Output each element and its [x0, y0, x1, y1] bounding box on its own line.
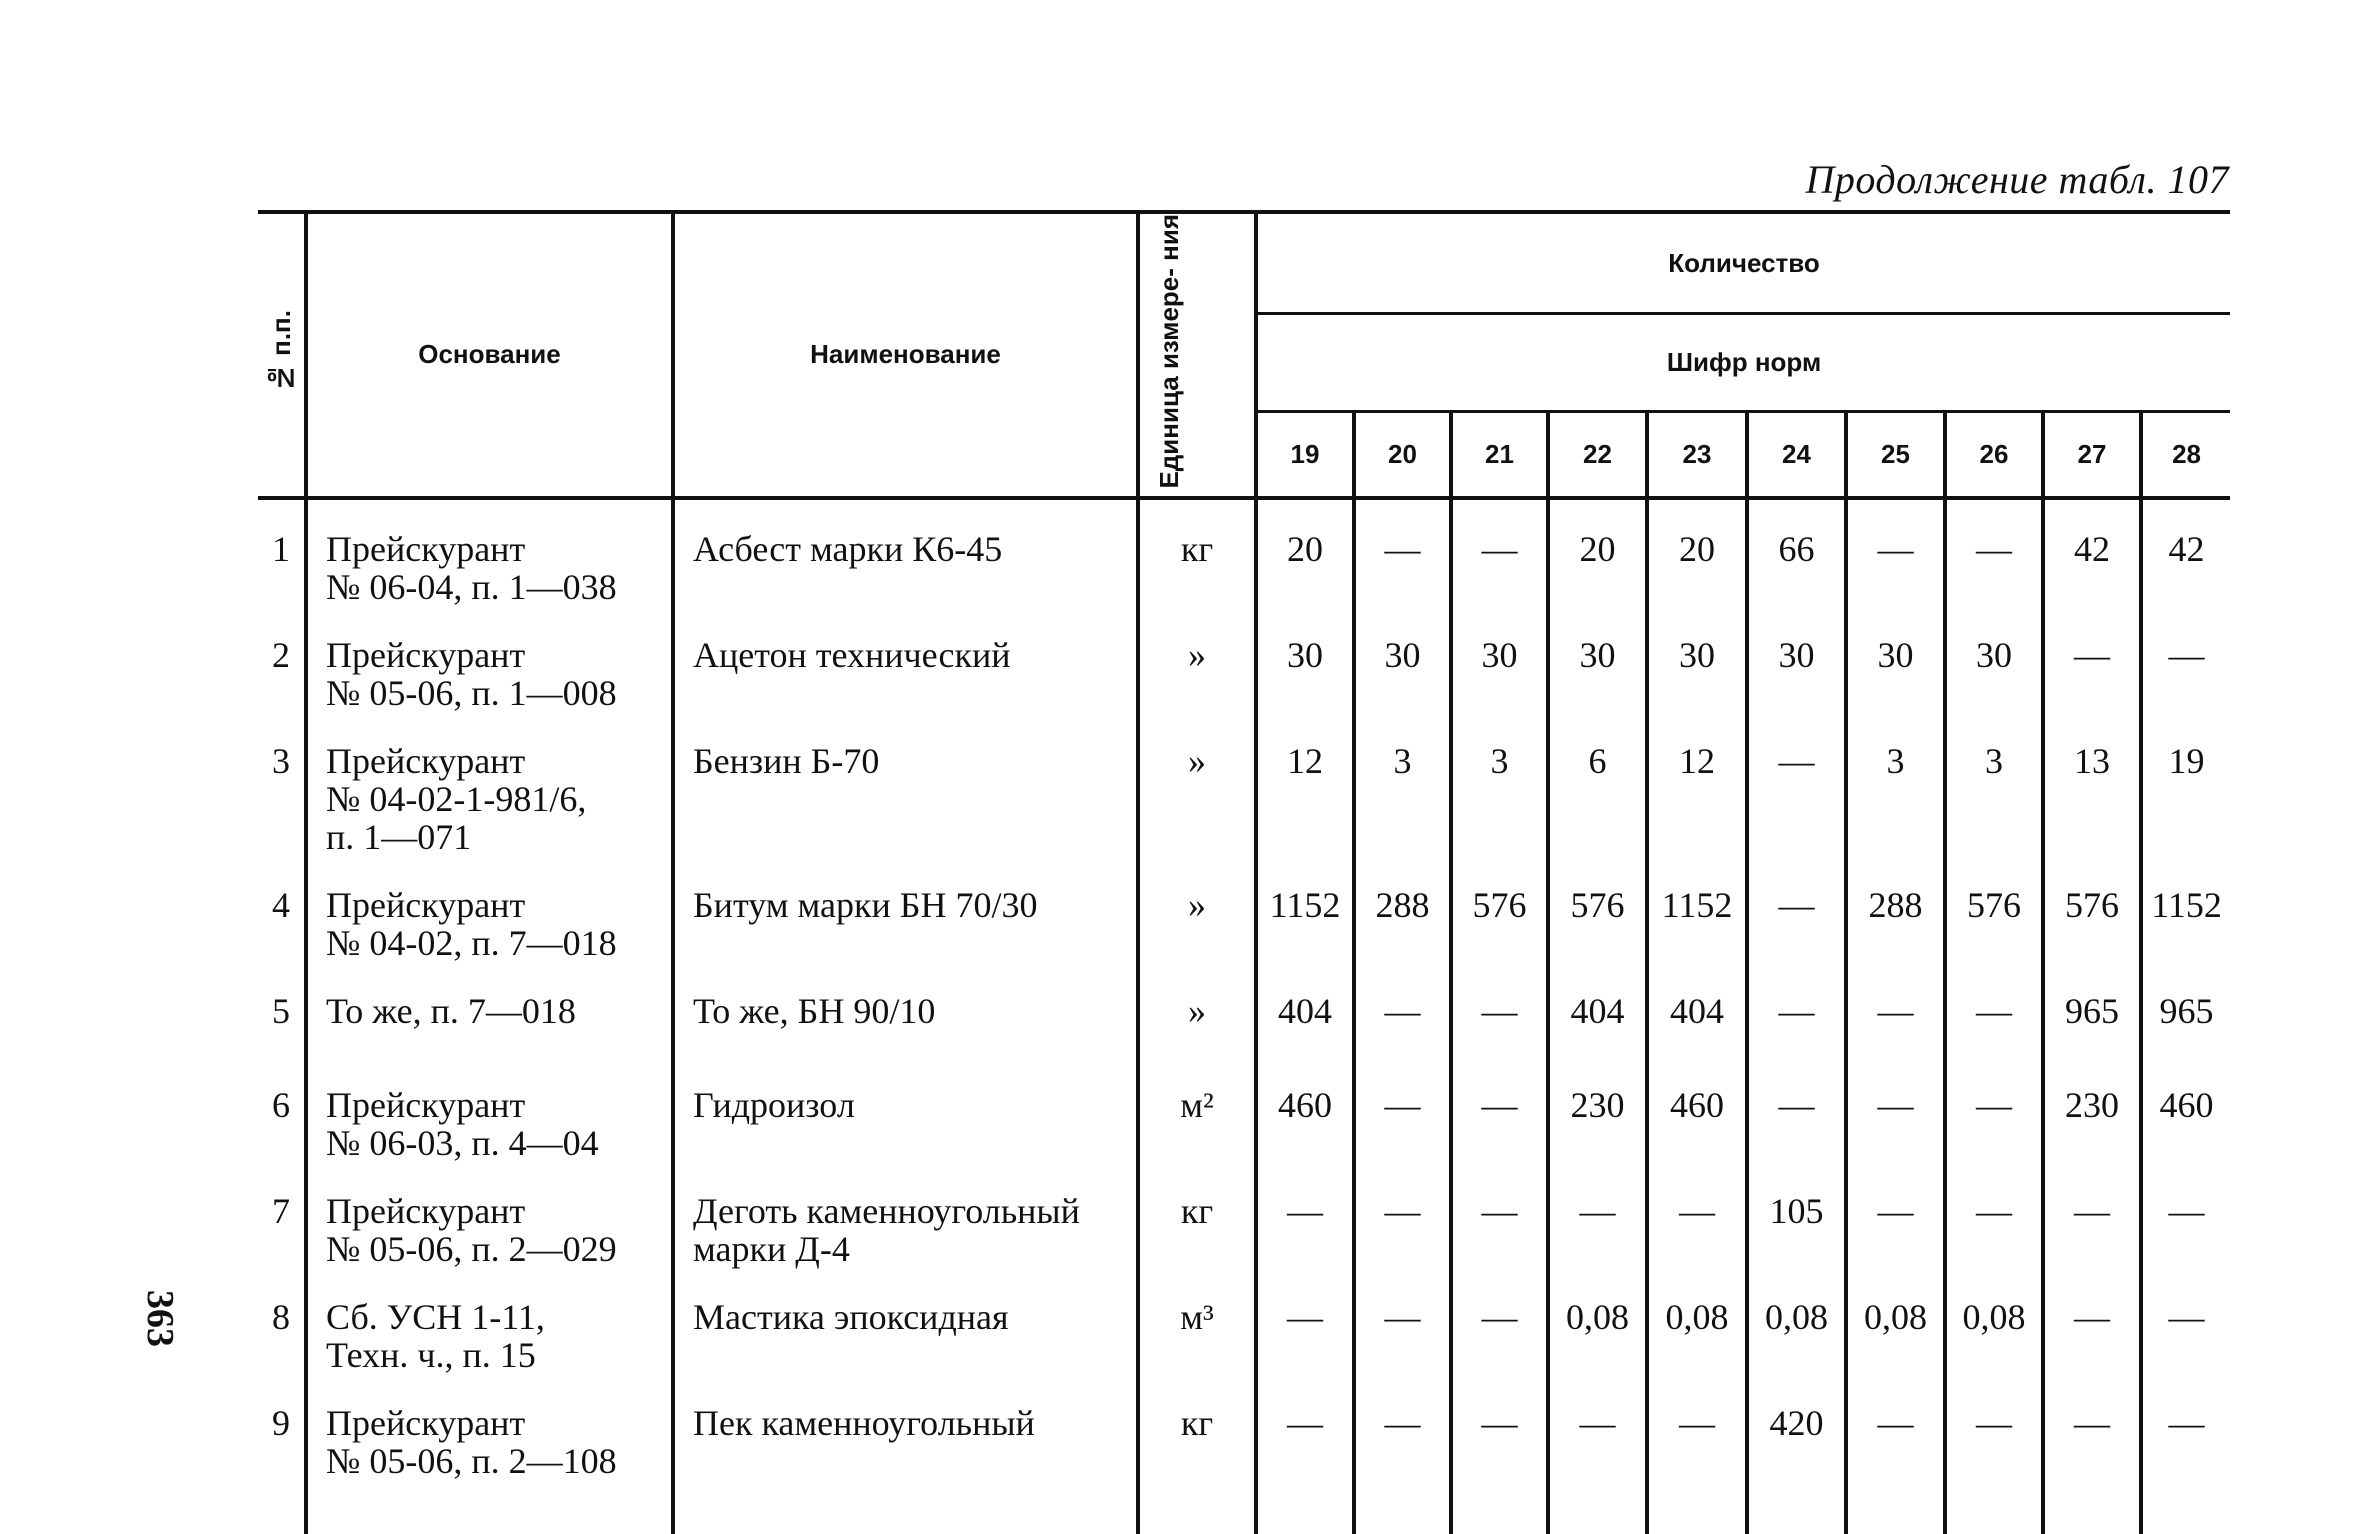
header-code-28: 28	[2141, 412, 2230, 498]
table-caption: Продолжение табл. 107	[1805, 157, 2229, 202]
row-quantity-21: 30	[1451, 606, 1548, 712]
row-quantity-23: 30	[1647, 606, 1747, 712]
row-quantity-19: 30	[1256, 606, 1354, 712]
row-quantity-25: —	[1846, 1374, 1945, 1534]
row-quantity-22: 20	[1548, 498, 1647, 606]
row-quantity-21: —	[1451, 1374, 1548, 1534]
row-quantity-20: —	[1354, 1268, 1451, 1374]
row-quantity-27: 13	[2043, 712, 2141, 856]
row-name: Гидроизол	[673, 1056, 1138, 1162]
row-quantity-27: 576	[2043, 856, 2141, 962]
row-basis: Прейскурант № 06-04, п. 1—038	[306, 498, 673, 606]
header-name: Наименование	[673, 212, 1138, 498]
header-code-22: 22	[1548, 412, 1647, 498]
row-quantity-25: 0,08	[1846, 1268, 1945, 1374]
header-cipher: Шифр норм	[1256, 314, 2230, 412]
row-name: Битум марки БН 70/30	[673, 856, 1138, 962]
row-quantity-19: 1152	[1256, 856, 1354, 962]
row-quantity-23: 12	[1647, 712, 1747, 856]
row-unit: кг	[1138, 1374, 1256, 1534]
row-quantity-20: 288	[1354, 856, 1451, 962]
row-quantity-26: —	[1945, 962, 2043, 1056]
row-quantity-27: —	[2043, 1374, 2141, 1534]
row-quantity-19: 12	[1256, 712, 1354, 856]
row-quantity-28: —	[2141, 1268, 2230, 1374]
row-quantity-24: 420	[1747, 1374, 1846, 1534]
materials-table	[258, 210, 2230, 1534]
header-code-19: 19	[1256, 412, 1354, 498]
row-quantity-20: —	[1354, 1374, 1451, 1534]
row-quantity-26: —	[1945, 1162, 2043, 1268]
row-quantity-21: —	[1451, 962, 1548, 1056]
header-code-20: 20	[1354, 412, 1451, 498]
row-quantity-24: 66	[1747, 498, 1846, 606]
row-quantity-19: 404	[1256, 962, 1354, 1056]
row-quantity-22: 404	[1548, 962, 1647, 1056]
row-quantity-28: 965	[2141, 962, 2230, 1056]
row-basis: Прейскурант № 04-02-1-981/6, п. 1—071	[306, 712, 673, 856]
row-quantity-26: 576	[1945, 856, 2043, 962]
materials-table-container	[258, 210, 2230, 1534]
table-row	[258, 1268, 2230, 1374]
row-number: 3	[272, 740, 290, 781]
row-quantity-19: 460	[1256, 1056, 1354, 1162]
header-num: № п.п.	[258, 212, 306, 498]
row-quantity-25: —	[1846, 498, 1945, 606]
header-code-23: 23	[1647, 412, 1747, 498]
row-quantity-22: —	[1548, 1162, 1647, 1268]
header-basis: Основание	[306, 212, 673, 498]
row-quantity-26: —	[1945, 1056, 2043, 1162]
row-number: 2	[272, 634, 290, 675]
row-quantity-23: 20	[1647, 498, 1747, 606]
row-number: 6	[272, 1084, 290, 1125]
row-quantity-28: —	[2141, 606, 2230, 712]
row-quantity-19: 20	[1256, 498, 1354, 606]
table-row	[258, 1374, 2230, 1534]
row-quantity-24: 30	[1747, 606, 1846, 712]
table-row	[258, 606, 2230, 712]
table-row	[258, 1162, 2230, 1268]
row-number: 1	[272, 528, 290, 569]
row-quantity-24: —	[1747, 856, 1846, 962]
row-quantity-24: 0,08	[1747, 1268, 1846, 1374]
row-number: 7	[272, 1190, 290, 1231]
row-name: Мастика эпоксидная	[673, 1268, 1138, 1374]
row-quantity-28: 1152	[2141, 856, 2230, 962]
row-unit: м³	[1138, 1268, 1256, 1374]
row-quantity-23: 460	[1647, 1056, 1747, 1162]
row-quantity-24: —	[1747, 712, 1846, 856]
row-basis: Прейскурант № 05-06, п. 2—108	[306, 1374, 673, 1534]
row-quantity-19: —	[1256, 1162, 1354, 1268]
row-quantity-25: 30	[1846, 606, 1945, 712]
row-name: Бензин Б-70	[673, 712, 1138, 856]
row-quantity-22: 6	[1548, 712, 1647, 856]
row-quantity-24: 105	[1747, 1162, 1846, 1268]
row-quantity-25: 3	[1846, 712, 1945, 856]
row-quantity-27: —	[2043, 1268, 2141, 1374]
row-unit: м²	[1138, 1056, 1256, 1162]
row-quantity-26: 30	[1945, 606, 2043, 712]
row-unit: »	[1138, 712, 1256, 856]
row-quantity-25: —	[1846, 962, 1945, 1056]
row-quantity-20: 3	[1354, 712, 1451, 856]
row-name: То же, БН 90/10	[673, 962, 1138, 1056]
row-quantity-21: —	[1451, 498, 1548, 606]
table-body	[258, 498, 2230, 1534]
row-quantity-27: 230	[2043, 1056, 2141, 1162]
row-quantity-25: —	[1846, 1056, 1945, 1162]
table-row	[258, 1056, 2230, 1162]
row-quantity-23: 404	[1647, 962, 1747, 1056]
row-quantity-21: 3	[1451, 712, 1548, 856]
row-basis: Прейскурант № 05-06, п. 2—029	[306, 1162, 673, 1268]
row-quantity-26: 0,08	[1945, 1268, 2043, 1374]
row-quantity-24: —	[1747, 962, 1846, 1056]
header-code-26: 26	[1945, 412, 2043, 498]
row-quantity-20: —	[1354, 962, 1451, 1056]
row-basis: Сб. УСН 1-11, Техн. ч., п. 15	[306, 1268, 673, 1374]
row-quantity-23: 0,08	[1647, 1268, 1747, 1374]
row-quantity-27: 965	[2043, 962, 2141, 1056]
header-code-27: 27	[2043, 412, 2141, 498]
row-name: Деготь каменноугольный марки Д-4	[673, 1162, 1138, 1268]
row-quantity-20: —	[1354, 1056, 1451, 1162]
row-basis: Прейскурант № 04-02, п. 7—018	[306, 856, 673, 962]
row-quantity-28: 460	[2141, 1056, 2230, 1162]
row-quantity-20: —	[1354, 498, 1451, 606]
table-row	[258, 856, 2230, 962]
row-quantity-21: 576	[1451, 856, 1548, 962]
header-code-24: 24	[1747, 412, 1846, 498]
header-code-25: 25	[1846, 412, 1945, 498]
row-name: Пек каменноугольный	[673, 1374, 1138, 1534]
table-row	[258, 962, 2230, 1056]
row-number: 8	[272, 1296, 290, 1337]
row-quantity-25: 288	[1846, 856, 1945, 962]
row-quantity-28: 19	[2141, 712, 2230, 856]
page-number: 363	[139, 1290, 181, 1347]
row-number: 4	[272, 884, 290, 925]
row-quantity-23: —	[1647, 1374, 1747, 1534]
row-number: 5	[272, 990, 290, 1031]
row-quantity-27: —	[2043, 606, 2141, 712]
row-quantity-20: 30	[1354, 606, 1451, 712]
row-quantity-22: 30	[1548, 606, 1647, 712]
row-quantity-28: —	[2141, 1374, 2230, 1534]
row-quantity-21: —	[1451, 1162, 1548, 1268]
row-quantity-28: 42	[2141, 498, 2230, 606]
row-quantity-27: 42	[2043, 498, 2141, 606]
row-quantity-19: —	[1256, 1268, 1354, 1374]
header-unit: Единица измере- ния	[1138, 212, 1256, 498]
row-quantity-21: —	[1451, 1056, 1548, 1162]
table-row	[258, 498, 2230, 606]
row-quantity-23: 1152	[1647, 856, 1747, 962]
row-unit: »	[1138, 856, 1256, 962]
row-number: 9	[272, 1402, 290, 1443]
row-basis: То же, п. 7—018	[306, 962, 673, 1056]
row-unit: »	[1138, 606, 1256, 712]
row-unit: »	[1138, 962, 1256, 1056]
table-row	[258, 712, 2230, 856]
row-quantity-23: —	[1647, 1162, 1747, 1268]
row-quantity-22: 0,08	[1548, 1268, 1647, 1374]
row-quantity-26: —	[1945, 498, 2043, 606]
row-quantity-26: 3	[1945, 712, 2043, 856]
row-quantity-27: —	[2043, 1162, 2141, 1268]
row-quantity-20: —	[1354, 1162, 1451, 1268]
row-unit: кг	[1138, 498, 1256, 606]
row-quantity-21: —	[1451, 1268, 1548, 1374]
header-code-21: 21	[1451, 412, 1548, 498]
row-basis: Прейскурант № 05-06, п. 1—008	[306, 606, 673, 712]
row-quantity-26: —	[1945, 1374, 2043, 1534]
row-name: Асбест марки К6-45	[673, 498, 1138, 606]
row-quantity-25: —	[1846, 1162, 1945, 1268]
row-unit: кг	[1138, 1162, 1256, 1268]
row-quantity-22: —	[1548, 1374, 1647, 1534]
row-basis: Прейскурант № 06-03, п. 4—04	[306, 1056, 673, 1162]
row-quantity-22: 576	[1548, 856, 1647, 962]
row-quantity-24: —	[1747, 1056, 1846, 1162]
row-name: Ацетон технический	[673, 606, 1138, 712]
row-quantity-28: —	[2141, 1162, 2230, 1268]
row-quantity-19: —	[1256, 1374, 1354, 1534]
header-quantity: Количество	[1256, 212, 2230, 314]
row-quantity-22: 230	[1548, 1056, 1647, 1162]
